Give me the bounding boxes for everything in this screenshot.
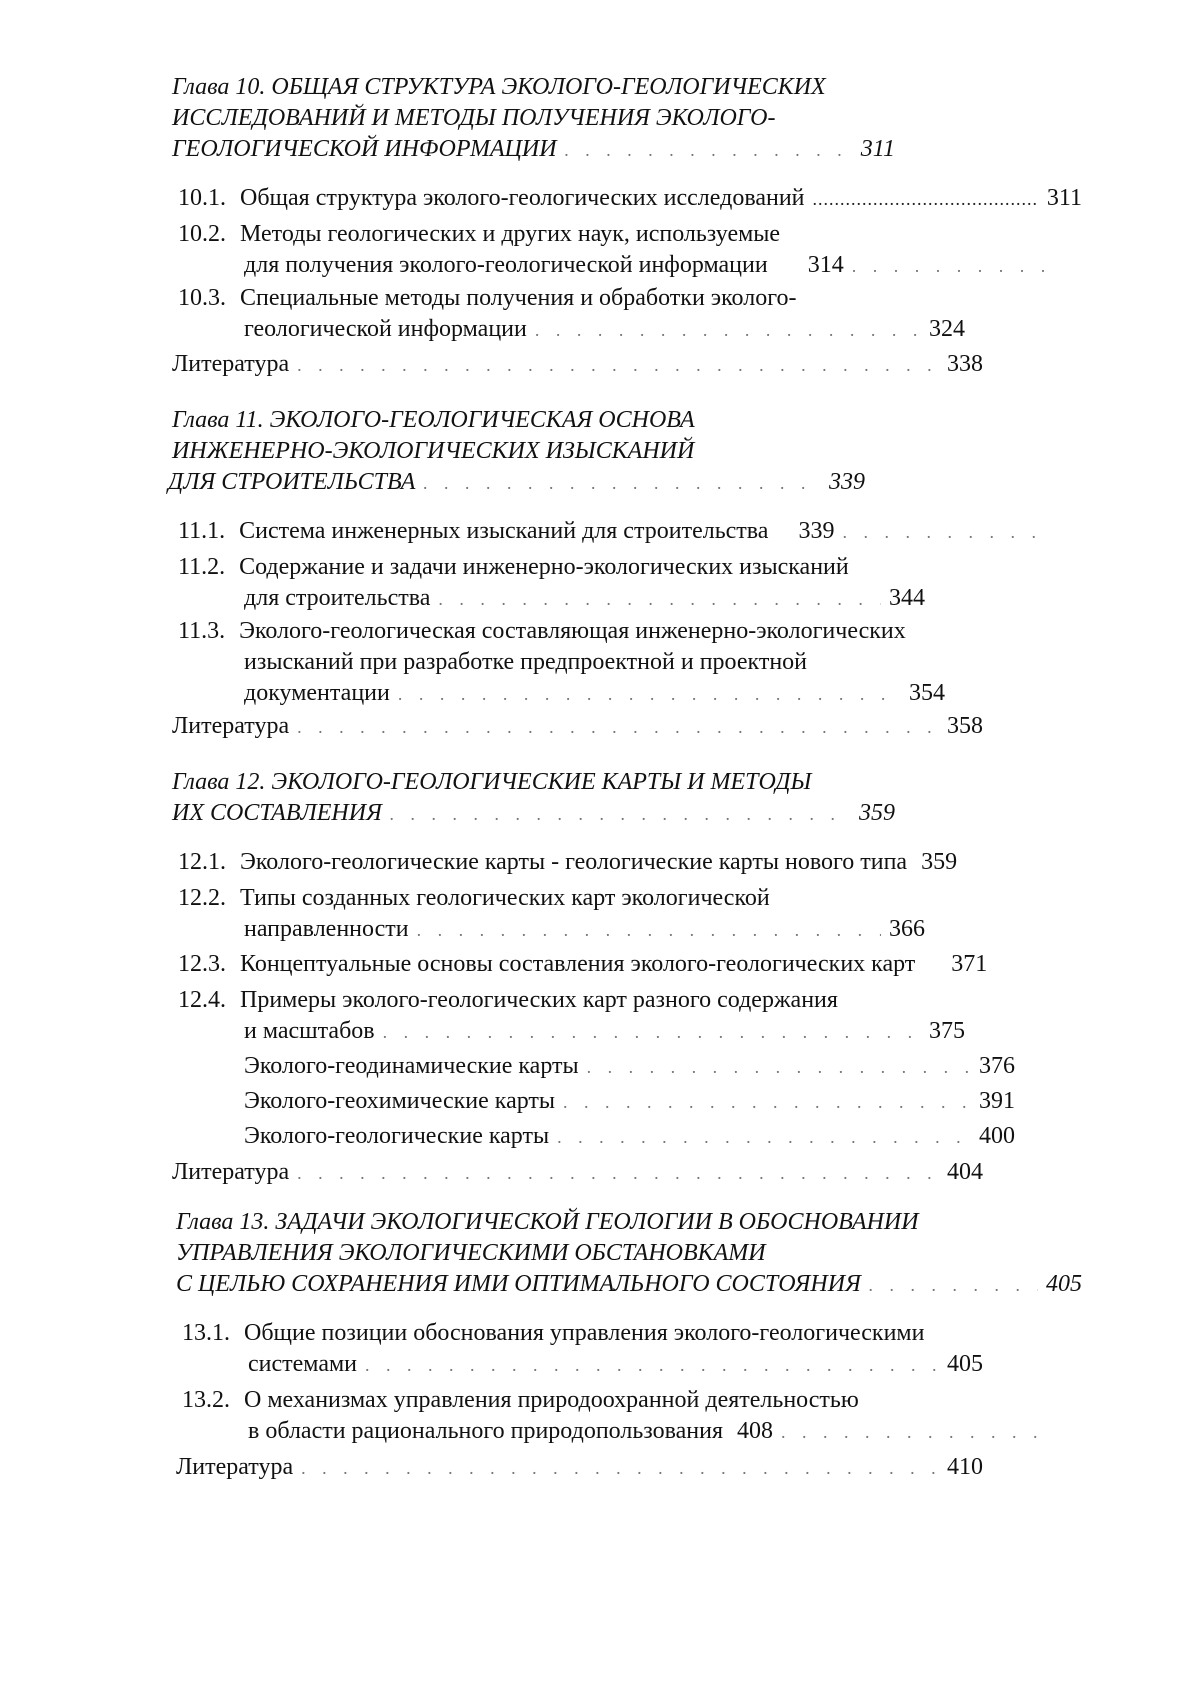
section-11-3-line-1: 11.3. Эколого-геологическая составляющая инженерно-экологических [178,618,906,644]
chapter-10-title-line-2: ИССЛЕДОВАНИЙ И МЕТОДЫ ПОЛУЧЕНИЯ ЭКОЛОГО- [172,105,776,131]
subsection-geological-maps: Эколого-геологические карты . . . 400 [244,1121,1055,1152]
chapter-11-page: 339 [829,469,865,495]
section-11-2-line-1: 11.2. Содержание и задачи инженерно-экологических изысканий [178,554,849,580]
dot-leader [398,679,901,709]
chapter-12-title-line-2: ИХ СОСТАВЛЕНИЯ . . . 359 [172,798,1055,829]
section-12-2-line-1: 12.2. Типы созданных геологических карт экологической [178,885,770,911]
chapter-10-literature: Литература . . . 338 [172,349,1055,380]
section-13-2-line-2: в области рационального природопользования 408 . . . [248,1416,1055,1447]
section-10-1: 10.1. Общая структура эколого-геологических исследований ..... 311 [178,183,1082,214]
section-12-4-line-1: 12.4. Примеры эколого-геологических карт разного содержания [178,987,838,1013]
section-10-3-line-1: 10.3. Специальные методы получения и обработки эколого- [178,285,797,311]
dot-leader [365,1350,939,1380]
dot-leader [781,1417,1047,1447]
section-13-1-line-1: 13.1. Общие позиции обоснования управления эколого-геологическими [182,1320,925,1346]
section-12-3: 12.3. Концептуальные основы составления эколого-геологических карт 371 [178,951,988,977]
subsection-geodynamic-maps: Эколого-геодинамические карты . . . 376 [244,1051,1055,1082]
subsection-geochemical-maps: Эколого-геохимические карты . . . 391 [244,1086,1055,1117]
chapter-13-literature: Литература . . . 410 [176,1452,1055,1483]
dot-leader [423,468,821,498]
chapter-13-page: 405 [1046,1271,1082,1297]
dot-leader [383,1017,921,1047]
chapter-12-page: 359 [859,800,895,826]
section-13-1-line-2: системами . . . 405 [248,1349,1055,1380]
chapter-10-title-line-3: ГЕОЛОГИЧЕСКОЙ ИНФОРМАЦИИ . . . 311 [172,134,1055,165]
chapter-10-title-line-1: Глава 10. ОБЩАЯ СТРУКТУРА ЭКОЛОГО-ГЕОЛОГИЧЕСКИХ [172,74,826,100]
section-11-1: 11.1. Система инженерных изысканий для строительства 339 . . . [178,516,1055,547]
chapter-13-title-line-1: Глава 13. ЗАДАЧИ ЭКОЛОГИЧЕСКОЙ ГЕОЛОГИИ В ОБОСНОВАНИИ [176,1209,919,1235]
dot-leader [852,251,1047,281]
dot-leader [438,584,881,614]
dot-leader [869,1270,1038,1300]
dot-leader [813,184,1039,214]
dot-leader [297,350,939,380]
section-12-4-line-2: и масштабов . . . 375 [244,1016,1055,1047]
dot-leader [417,915,881,945]
dot-leader [301,1453,939,1483]
section-11-3-line-2: изысканий при разработке предпроектной и проектной [244,649,808,675]
dot-leader [563,1087,971,1117]
dot-leader [587,1052,971,1082]
chapter-11-literature: Литература . . . 358 [172,711,1055,742]
dot-leader [390,799,851,829]
chapter-10-page: 311 [860,136,895,162]
dot-leader [535,315,921,345]
dot-leader [565,135,853,165]
section-12-2-line-2: направленности . . . 366 [244,914,1055,945]
dot-leader [297,712,939,742]
section-11-2-line-2: для строительства . . . 344 [244,583,1055,614]
section-13-2-line-1: 13.2. О механизмах управления природоохранной деятельностью [182,1387,859,1413]
chapter-13-title-line-3: С ЦЕЛЬЮ СОХРАНЕНИЯ ИМИ ОПТИМАЛЬНОГО СОСТОЯНИЯ . . . 405 [176,1269,1082,1300]
chapter-11-title-line-1: Глава 11. ЭКОЛОГО-ГЕОЛОГИЧЕСКАЯ ОСНОВА [172,407,695,433]
dot-leader [842,517,1047,547]
chapter-11-title-line-3: ДЛЯ СТРОИТЕЛЬСТВА . . . 339 [168,467,1055,498]
section-10-3-line-2: геологической информации . . . 324 [244,314,1055,345]
section-11-3-line-3: документации . . . 354 [244,678,1055,709]
chapter-12-literature: Литература . . . 404 [172,1157,1055,1188]
section-10-2-line-1: 10.2. Методы геологических и других наук, используемые [178,221,781,247]
chapter-12-title-line-1: Глава 12. ЭКОЛОГО-ГЕОЛОГИЧЕСКИЕ КАРТЫ И МЕТОДЫ [172,769,812,795]
chapter-11-title-line-2: ИНЖЕНЕРНО-ЭКОЛОГИЧЕСКИХ ИЗЫСКАНИЙ [172,438,695,464]
section-12-1: 12.1. Эколого-геологические карты - геологические карты нового типа 359 [178,849,958,875]
dot-leader [557,1122,971,1152]
section-10-2-line-2: для получения эколого-геологической информации 314 . . . [244,250,1055,281]
chapter-13-title-line-2: УПРАВЛЕНИЯ ЭКОЛОГИЧЕСКИМИ ОБСТАНОВКАМИ [176,1240,766,1266]
dot-leader [297,1158,939,1188]
